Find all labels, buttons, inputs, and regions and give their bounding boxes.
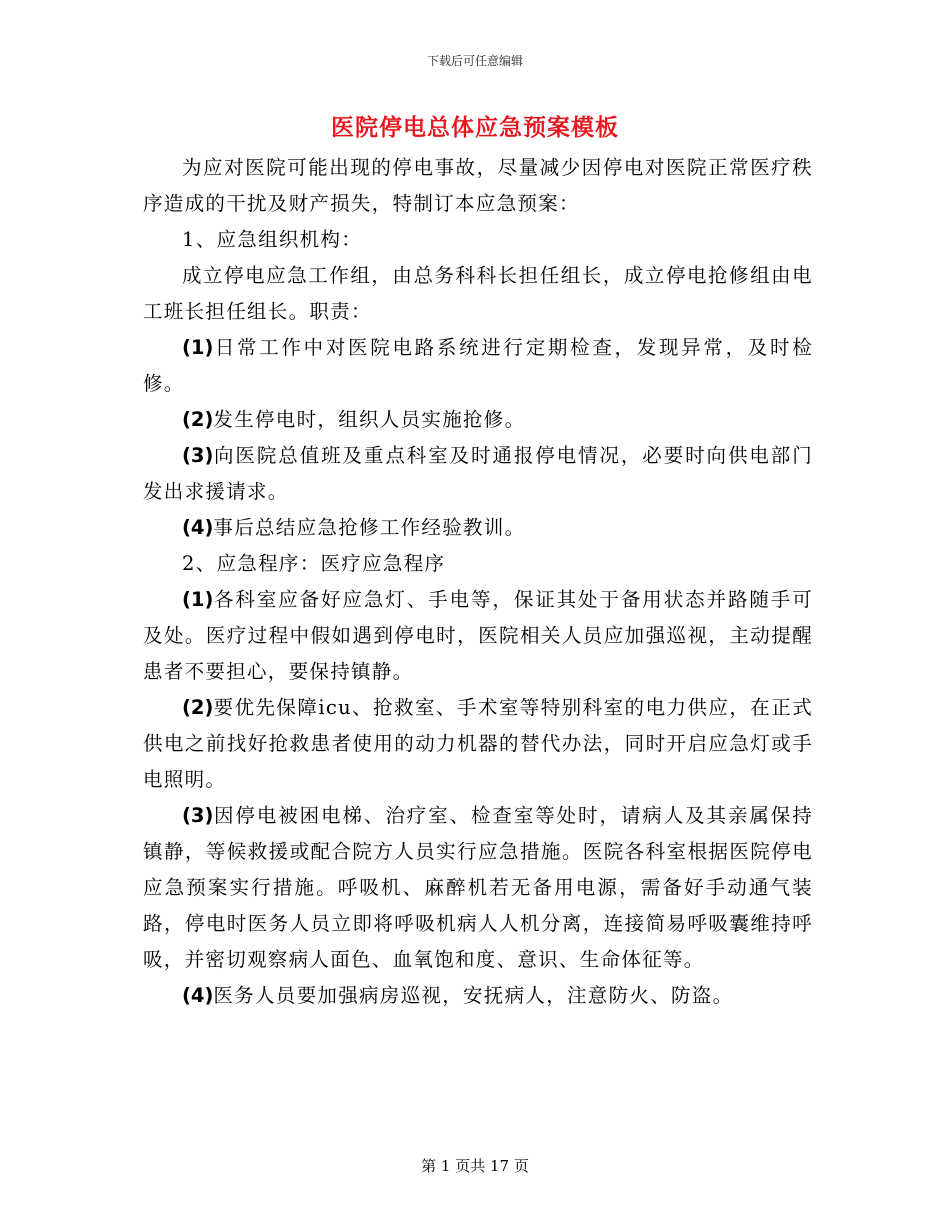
paragraph-text: 2、应急程序：医疗应急程序 — [182, 552, 446, 575]
paragraph — [143, 150, 813, 222]
list-item — [143, 438, 813, 510]
list-item — [143, 402, 813, 438]
paragraph — [143, 258, 813, 330]
page-header-note: 下载后可任意编辑 — [426, 54, 523, 68]
list-item — [143, 582, 813, 690]
paragraph-text: 因停电被困电梯、治疗室、检查室等处时，请病人及其亲属保持镇静，等候救援或配合院方人员实行应急措施。医院各科室根据医院停电应急预案实行措施。呼吸机、麻醉机若无备用电源，需备好手动通气装路，停电时医务人员立即将呼吸机病人人机分离，连接简易呼吸囊维持呼吸，并密切观察病人面色、血氧饱和度、意识、生命体征等。 — [143, 804, 813, 971]
paragraph-number: (3) — [182, 804, 214, 827]
paragraph-text: 成立停电应急工作组，由总务科科长担任组长，成立停电抢修组由电工班长担任组长。职责： — [143, 264, 813, 323]
paragraph-text: 向医院总值班及重点科室及时通报停电情况，必要时向供电部门发出求援请求。 — [143, 444, 813, 503]
paragraph-text: 医务人员要加强病房巡视，安抚病人，注意防火、防盗。 — [213, 984, 734, 1007]
list-item — [143, 978, 813, 1014]
paragraph-number: (2) — [182, 696, 214, 719]
paragraph-text: 1、应急组织机构： — [182, 228, 363, 251]
paragraph-number: (2) — [182, 408, 214, 431]
paragraph-text: 为应对医院可能出现的停电事故，尽量减少因停电对医院正常医疗秩序造成的干扰及财产损失，特制订本应急预案： — [143, 156, 813, 215]
paragraph-text: 要优先保障icu、抢救室、手术室等特别科室的电力供应，在正式供电之前找好抢救患者使用的动力机器的替代办法，同时开启应急灯或手电照明。 — [143, 696, 813, 791]
paragraph-number: (1) — [182, 588, 214, 611]
paragraph-number: (1) — [182, 336, 214, 359]
document-title: 医院停电总体应急预案模板 — [331, 114, 619, 141]
list-item — [143, 510, 813, 546]
paragraph-number: (4) — [182, 984, 214, 1007]
document-body — [143, 150, 813, 1014]
paragraph-text: 发生停电时，组织人员实施抢修。 — [213, 408, 526, 431]
list-item — [143, 330, 813, 402]
paragraph-text: 日常工作中对医院电路系统进行定期检查，发现异常，及时检修。 — [143, 336, 813, 395]
section-heading — [143, 546, 813, 582]
list-item — [143, 690, 813, 798]
section-heading — [143, 222, 813, 258]
paragraph-text: 事后总结应急抢修工作经验教训。 — [213, 516, 526, 539]
paragraph-number: (3) — [182, 444, 214, 467]
paragraph-text: 各科室应备好应急灯、手电等，保证其处于备用状态并路随手可及处。医疗过程中假如遇到停电时，医院相关人员应加强巡视，主动提醒患者不要担心，要保持镇静。 — [143, 588, 813, 683]
paragraph-number: (4) — [182, 516, 214, 539]
page-number: 第 1 页共 17 页 — [421, 1157, 529, 1175]
list-item — [143, 798, 813, 978]
